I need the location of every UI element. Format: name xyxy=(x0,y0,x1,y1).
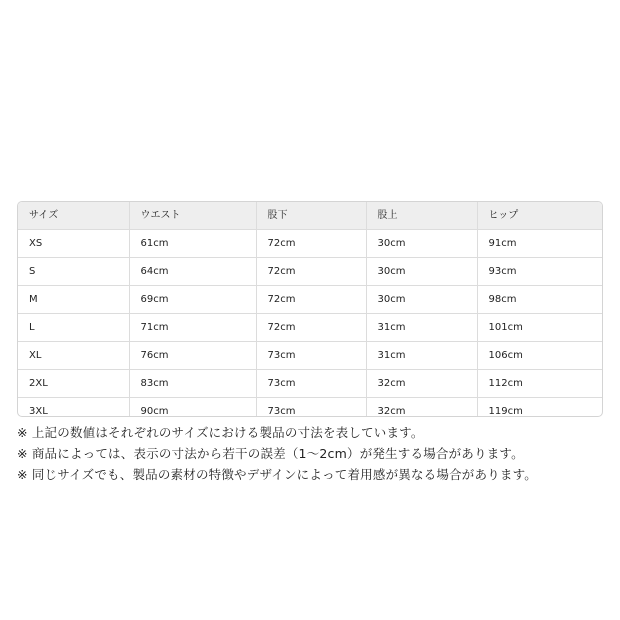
inseam-cell: 72cm xyxy=(256,286,366,314)
table-row xyxy=(18,258,603,286)
hip-cell: 101cm xyxy=(477,314,603,342)
waist-cell: 61cm xyxy=(129,230,256,258)
waist-cell: 76cm xyxy=(129,342,256,370)
size-cell: 2XL xyxy=(18,370,129,398)
inseam-cell: 73cm xyxy=(256,370,366,398)
column-header-rise: 股上 xyxy=(366,202,477,230)
table-row xyxy=(18,314,603,342)
rise-cell: 30cm xyxy=(366,230,477,258)
inseam-cell: 72cm xyxy=(256,314,366,342)
size-notes xyxy=(17,422,613,485)
note-fit-variation: ※ 同じサイズでも、製品の素材の特徴やデザインによって着用感が異なる場合があります。 xyxy=(17,467,537,482)
size-cell: M xyxy=(18,286,129,314)
column-header-hip: ヒップ xyxy=(477,202,603,230)
size-cell: XL xyxy=(18,342,129,370)
table-row xyxy=(18,286,603,314)
table-body xyxy=(18,230,603,418)
note-measurement-tolerance: ※ 商品によっては、表示の寸法から若干の誤差（1～2cm）が発生する場合があります。 xyxy=(17,446,524,461)
inseam-cell: 73cm xyxy=(256,398,366,418)
table-row xyxy=(18,230,603,258)
hip-cell: 106cm xyxy=(477,342,603,370)
column-header-inseam: 股下 xyxy=(256,202,366,230)
note-measurement-basis: ※ 上記の数値はそれぞれのサイズにおける製品の寸法を表しています。 xyxy=(17,425,424,440)
table-header xyxy=(18,202,603,230)
rise-cell: 31cm xyxy=(366,314,477,342)
waist-cell: 83cm xyxy=(129,370,256,398)
rise-cell: 30cm xyxy=(366,258,477,286)
inseam-cell: 72cm xyxy=(256,258,366,286)
inseam-cell: 73cm xyxy=(256,342,366,370)
size-cell: XS xyxy=(18,230,129,258)
table-row xyxy=(18,398,603,418)
table-header-row xyxy=(18,202,603,230)
waist-cell: 90cm xyxy=(129,398,256,418)
waist-cell: 71cm xyxy=(129,314,256,342)
size-table xyxy=(18,202,603,417)
column-header-size: サイズ xyxy=(18,202,129,230)
inseam-cell: 72cm xyxy=(256,230,366,258)
waist-cell: 64cm xyxy=(129,258,256,286)
rise-cell: 32cm xyxy=(366,398,477,418)
rise-cell: 30cm xyxy=(366,286,477,314)
hip-cell: 98cm xyxy=(477,286,603,314)
size-cell: L xyxy=(18,314,129,342)
size-cell: 3XL xyxy=(18,398,129,418)
hip-cell: 93cm xyxy=(477,258,603,286)
rise-cell: 32cm xyxy=(366,370,477,398)
hip-cell: 112cm xyxy=(477,370,603,398)
rise-cell: 31cm xyxy=(366,342,477,370)
hip-cell: 119cm xyxy=(488,405,523,417)
table-row xyxy=(18,342,603,370)
table-row xyxy=(18,370,603,398)
column-header-waist: ウエスト xyxy=(129,202,256,230)
hip-cell: 91cm xyxy=(477,230,603,258)
size-cell: S xyxy=(18,258,129,286)
size-chart-table xyxy=(17,201,603,417)
waist-cell: 69cm xyxy=(129,286,256,314)
